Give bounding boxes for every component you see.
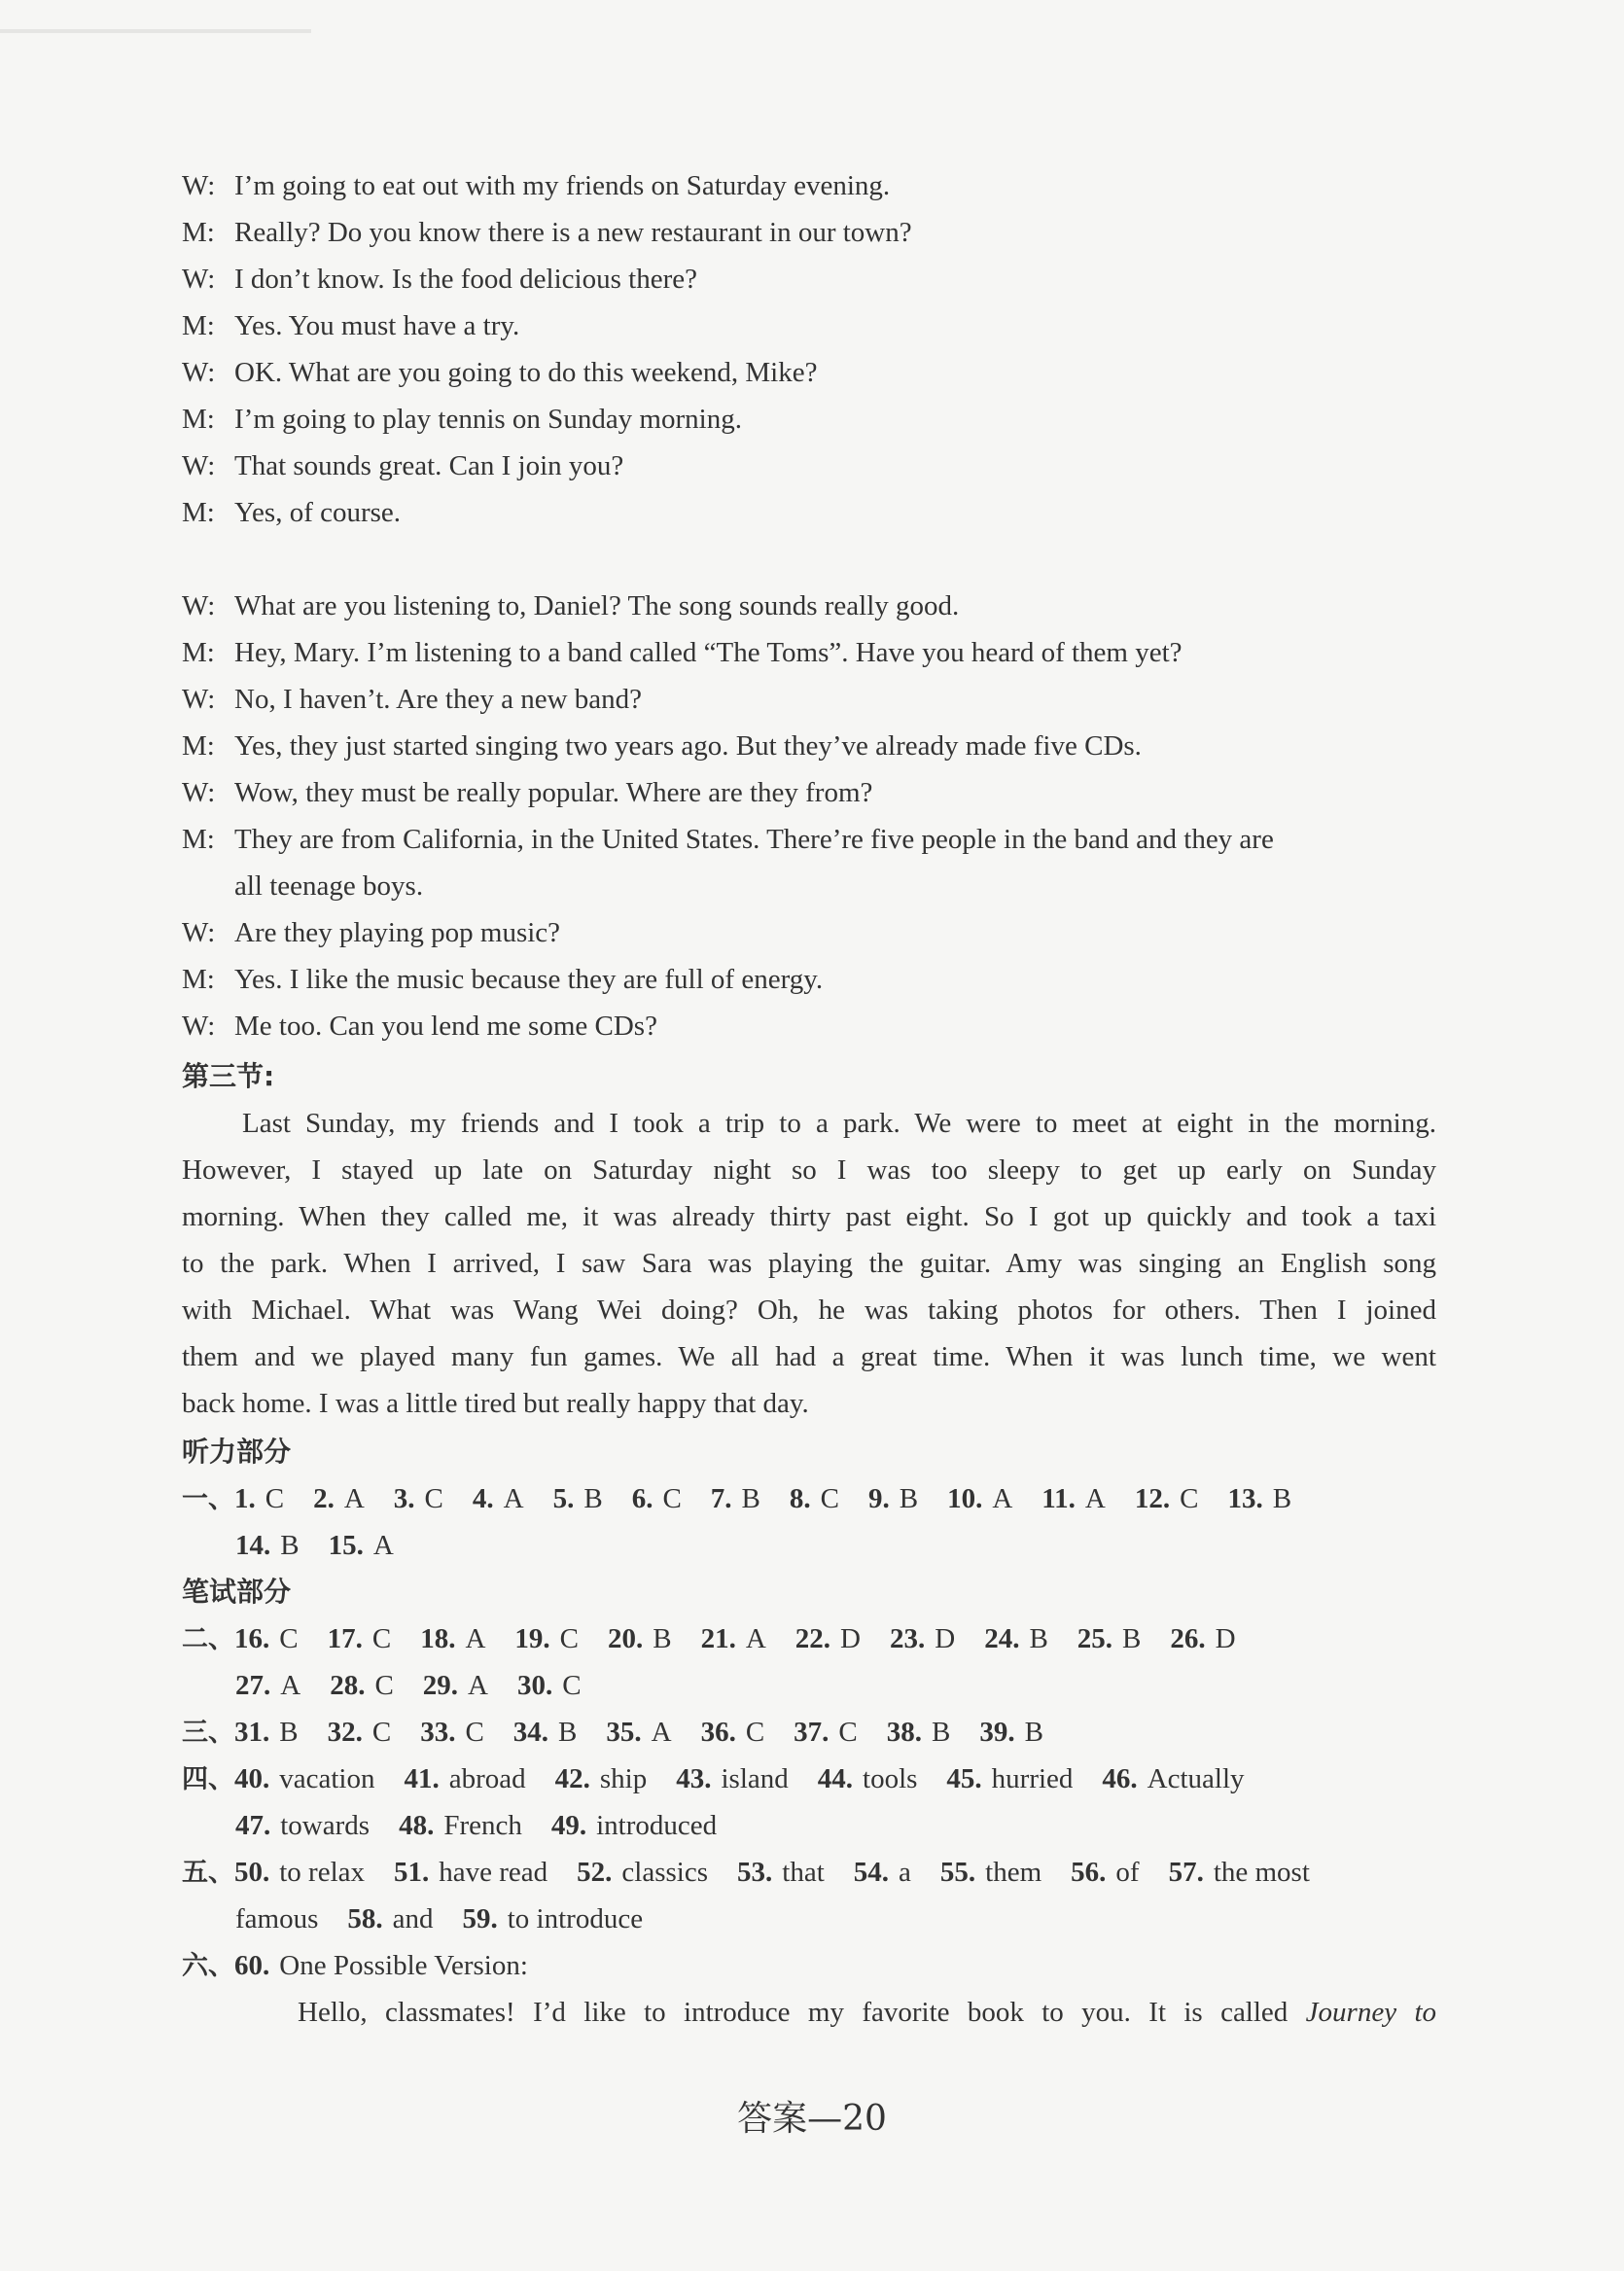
answer-value: towards (280, 1810, 371, 1841)
question-number: 2. (313, 1483, 335, 1514)
answer-item (701, 1713, 765, 1752)
answer-item (517, 1666, 582, 1705)
part3-row1 (182, 1713, 1436, 1753)
answer-item (711, 1479, 760, 1518)
passage-line: them and we played many fun games. We all had a great time. When it was lunch time, we went (182, 1341, 1436, 1372)
dialog-line (182, 306, 1436, 345)
answer-value: abroad (448, 1763, 526, 1794)
part4-row1 (182, 1759, 1436, 1799)
part5-continued-word: famous (235, 1903, 319, 1934)
dialog-line (182, 1007, 1436, 1046)
answer-item (701, 1619, 766, 1658)
part2-row1 (182, 1619, 1436, 1659)
speaker-label: M: (182, 497, 215, 528)
dialog-text: That sounds great. Can I join you? (234, 450, 624, 481)
speaker-label: W: (182, 590, 216, 621)
question-number: 53. (737, 1857, 773, 1888)
question-number: 48. (399, 1810, 435, 1841)
answer-item (234, 1759, 374, 1798)
answer-item (551, 1806, 717, 1845)
answer-item (394, 1853, 547, 1892)
question-number: 10. (947, 1483, 983, 1514)
question-number: 30. (517, 1670, 553, 1701)
dialog-line (182, 586, 1436, 625)
answer-value: C (371, 1623, 392, 1654)
speaker-label: M: (182, 637, 215, 668)
answer-value: C (371, 1717, 392, 1748)
answer-value: A (280, 1670, 301, 1701)
question-number: 43. (676, 1763, 712, 1794)
speaker-label: M: (182, 730, 215, 762)
dialog-line (182, 446, 1436, 485)
question-number: 37. (794, 1717, 830, 1748)
part1-row2 (235, 1526, 1490, 1565)
passage-line: to the park. When I arrived, I saw Sara was playing the guitar. Amy was singing an English song (182, 1248, 1436, 1279)
question-number: 40. (234, 1763, 270, 1794)
part6-label: One Possible Version: (279, 1950, 528, 1981)
answer-item (347, 1899, 433, 1938)
answer-item (394, 1479, 443, 1518)
writing-heading: 笔试部分 (182, 1576, 292, 1608)
answer-item (555, 1759, 648, 1798)
question-number: 49. (550, 1810, 587, 1841)
essay-first-line (298, 1993, 1436, 2032)
answer-item (514, 1619, 579, 1658)
dialog-text: I’m going to play tennis on Sunday morning. (234, 404, 742, 435)
dialog-text: OK. What are you going to do this weekend, Mike? (234, 357, 818, 388)
answer-value: B (899, 1483, 919, 1514)
dialog-line (182, 166, 1436, 205)
question-number: 42. (554, 1763, 590, 1794)
answer-item (234, 1479, 284, 1518)
passage-line: back home. I was a little tired but really happy that day. (182, 1388, 809, 1419)
answer-value: C (424, 1483, 443, 1514)
question-number: 25. (1077, 1623, 1113, 1654)
passage-line: However, I stayed up late on Saturday night so I was too sleepy to get up early on Sunday (182, 1154, 1436, 1186)
question-number: 23. (889, 1623, 926, 1654)
answer-value: French (443, 1810, 522, 1841)
answer-item (790, 1479, 839, 1518)
question-number: 41. (404, 1763, 440, 1794)
answer-value: B (1024, 1717, 1043, 1748)
answer-value: D (1215, 1623, 1236, 1654)
dialog-line (182, 493, 1436, 532)
question-number: 51. (394, 1857, 430, 1888)
essay-book-title: Journey to (1305, 1997, 1436, 2028)
answer-value: classics (621, 1857, 709, 1888)
dialog-text: Yes. You must have a try. (234, 310, 520, 341)
part1-tag: 一、 (182, 1484, 234, 1514)
answer-item (1077, 1619, 1142, 1658)
answer-item (399, 1806, 522, 1845)
answer-value: B (1272, 1483, 1292, 1514)
question-number: 55. (939, 1857, 976, 1888)
answer-value: D (935, 1623, 956, 1654)
answer-item (947, 1479, 1012, 1518)
question-number: 6. (631, 1483, 653, 1514)
question-number: 44. (817, 1763, 854, 1794)
answer-value: A (745, 1623, 766, 1654)
answer-value: C (562, 1670, 582, 1701)
answer-item (979, 1713, 1043, 1752)
answer-value: A (343, 1483, 365, 1514)
answer-value: hurried (991, 1763, 1074, 1794)
dialog-text: Wow, they must be really popular. Where are they from? (234, 777, 873, 808)
answer-value: B (280, 1530, 300, 1561)
part3-tag: 三、 (182, 1718, 234, 1748)
speaker-label: W: (182, 357, 216, 388)
answer-value: C (265, 1483, 285, 1514)
answer-value: A (651, 1717, 672, 1748)
dialog-text: Yes, of course. (234, 497, 402, 528)
dialog-text: all teenage boys. (234, 870, 424, 902)
part1-row1 (182, 1479, 1436, 1519)
speaker-label: W: (182, 170, 216, 201)
part4-row2 (235, 1806, 1490, 1845)
dialog-text: Me too. Can you lend me some CDs? (234, 1011, 657, 1042)
question-number: 7. (710, 1483, 732, 1514)
answer-value: ship (599, 1763, 648, 1794)
answer-value: A (503, 1483, 524, 1514)
answer-value: A (992, 1483, 1013, 1514)
dialog-line (182, 353, 1436, 392)
speaker-label: M: (182, 404, 215, 435)
part5-tag: 五、 (182, 1858, 234, 1888)
question-number: 26. (1170, 1623, 1206, 1654)
answer-item (235, 1806, 370, 1845)
speaker-label: W: (182, 777, 216, 808)
dialog-text: Yes, they just started singing two years ago. But they’ve already made five CDs. (234, 730, 1142, 762)
dialog-text: I’m going to eat out with my friends on Saturday evening. (234, 170, 891, 201)
answer-item (890, 1619, 955, 1658)
answer-item (313, 1479, 365, 1518)
dialog-line (182, 773, 1436, 812)
dialog-text: Really? Do you know there is a new restaurant in our town? (234, 217, 912, 248)
question-number: 1. (234, 1483, 256, 1514)
part5-row1 (182, 1853, 1436, 1893)
question-number: 5. (552, 1483, 575, 1514)
answer-item (1227, 1479, 1291, 1518)
answer-value: A (1084, 1483, 1106, 1514)
answer-value: tools (863, 1763, 918, 1794)
question-number: 54. (853, 1857, 890, 1888)
answer-value: B (583, 1483, 603, 1514)
answer-value: C (559, 1623, 579, 1654)
dialog-line (182, 260, 1436, 299)
answer-value: C (838, 1717, 858, 1748)
answer-value: introduced (596, 1810, 718, 1841)
speaker-label: W: (182, 917, 216, 948)
answer-item (420, 1619, 485, 1658)
answer-item (606, 1713, 671, 1752)
answer-item (946, 1759, 1073, 1798)
answer-item (577, 1853, 708, 1892)
dialog-line (182, 727, 1436, 765)
part6-number: 60. (234, 1950, 270, 1981)
question-number: 15. (328, 1530, 364, 1561)
dialog-line (182, 913, 1436, 952)
passage-line: morning. When they called me, it was already thirty past eight. So I got up quickly and took a taxi (182, 1201, 1436, 1232)
answer-item (1135, 1479, 1199, 1518)
dialog-text: Hey, Mary. I’m listening to a band called “The Toms”. Have you heard of them yet? (234, 637, 1183, 668)
question-number: 19. (514, 1623, 550, 1654)
answer-item (404, 1759, 525, 1798)
question-number: 38. (886, 1717, 923, 1748)
answer-item (676, 1759, 789, 1798)
dialog-text: I don’t know. Is the food delicious there? (234, 264, 697, 295)
answer-value: C (465, 1717, 484, 1748)
dialog-line (182, 820, 1436, 859)
answer-value: the most (1213, 1857, 1310, 1888)
question-number: 33. (420, 1717, 456, 1748)
dialog-text: Yes. I like the music because they are full of energy. (234, 964, 824, 995)
part2-row2 (235, 1666, 1490, 1705)
part6-tag: 六、 (182, 1951, 234, 1981)
answer-value: B (558, 1717, 578, 1748)
essay-text: Hello, classmates! I’d like to introduce my favorite book to you. It is called (298, 1997, 1306, 2028)
answer-item (794, 1713, 858, 1752)
answer-item (1170, 1619, 1235, 1658)
answer-item (795, 1619, 861, 1658)
answer-item (608, 1619, 672, 1658)
part4-tag: 四、 (182, 1764, 234, 1794)
speaker-label: M: (182, 310, 215, 341)
answer-item (854, 1853, 911, 1892)
question-number: 27. (235, 1670, 271, 1701)
answer-value: to relax (279, 1857, 366, 1888)
question-number: 12. (1134, 1483, 1171, 1514)
answer-item (235, 1526, 300, 1565)
answer-item (234, 1713, 299, 1752)
answer-value: B (932, 1717, 951, 1748)
question-number: 46. (1102, 1763, 1138, 1794)
question-number: 18. (420, 1623, 456, 1654)
answer-value: B (1122, 1623, 1142, 1654)
answer-item (553, 1479, 603, 1518)
answer-item (1041, 1479, 1106, 1518)
answer-item (328, 1619, 392, 1658)
answer-item (737, 1853, 825, 1892)
question-number: 59. (462, 1903, 498, 1934)
answer-value: B (279, 1717, 299, 1748)
dialog-line (182, 213, 1436, 252)
speaker-label: M: (182, 824, 215, 855)
answer-item (330, 1666, 394, 1705)
answer-value: C (374, 1670, 394, 1701)
answer-value: B (741, 1483, 760, 1514)
question-number: 4. (472, 1483, 494, 1514)
speaker-label: W: (182, 684, 216, 715)
answer-item (868, 1479, 918, 1518)
question-number: 35. (606, 1717, 642, 1748)
answer-item (328, 1713, 392, 1752)
part5-row2 (235, 1899, 1490, 1938)
answer-value: A (372, 1530, 394, 1561)
dialog-text: What are you listening to, Daniel? The song sounds really good. (234, 590, 960, 621)
answer-value: A (468, 1670, 488, 1701)
answer-item (423, 1666, 488, 1705)
part6-row (182, 1946, 1436, 1986)
scan-edge-mark (0, 29, 311, 33)
speaker-label: M: (182, 217, 215, 248)
answer-item (235, 1666, 300, 1705)
answer-item (1169, 1853, 1310, 1892)
answer-value: that (782, 1857, 825, 1888)
answer-item (513, 1713, 578, 1752)
answer-item (984, 1619, 1048, 1658)
answer-value: C (279, 1623, 299, 1654)
question-number: 36. (700, 1717, 736, 1748)
question-number: 14. (235, 1530, 271, 1561)
answer-item (463, 1899, 644, 1938)
answer-item (420, 1713, 484, 1752)
dialog-line (182, 633, 1436, 672)
passage-line: with Michael. What was Wang Wei doing? Oh, he was taking photos for others. Then I joined (182, 1295, 1436, 1326)
page-footer: 答案—20 (737, 2099, 887, 2139)
question-number: 24. (984, 1623, 1020, 1654)
answer-value: C (745, 1717, 765, 1748)
question-number: 57. (1168, 1857, 1204, 1888)
speaker-label: W: (182, 1011, 216, 1042)
answer-item (473, 1479, 524, 1518)
question-number: 50. (234, 1857, 270, 1888)
question-number: 34. (512, 1717, 549, 1748)
question-number: 13. (1227, 1483, 1263, 1514)
answer-value: D (840, 1623, 861, 1654)
answer-value: to introduce (507, 1903, 644, 1934)
question-number: 47. (235, 1810, 271, 1841)
answer-value: island (721, 1763, 789, 1794)
answer-item (632, 1479, 682, 1518)
listening-heading: 听力部分 (182, 1436, 292, 1468)
answer-item (1071, 1853, 1139, 1892)
question-number: 22. (794, 1623, 831, 1654)
answer-value: a (899, 1857, 911, 1888)
question-number: 11. (1041, 1483, 1076, 1514)
dialog-text: They are from California, in the United States. There’re five people in the band and they are (234, 824, 1274, 855)
speaker-label: W: (182, 450, 216, 481)
question-number: 32. (327, 1717, 363, 1748)
question-number: 9. (867, 1483, 890, 1514)
question-number: 28. (330, 1670, 366, 1701)
question-number: 45. (946, 1763, 982, 1794)
question-number: 3. (393, 1483, 415, 1514)
answer-value: C (662, 1483, 682, 1514)
answer-value: A (465, 1623, 486, 1654)
question-number: 52. (577, 1857, 613, 1888)
answer-value: B (1029, 1623, 1048, 1654)
question-number: 39. (979, 1717, 1015, 1748)
dialog-line (182, 680, 1436, 719)
answer-value: C (820, 1483, 839, 1514)
answer-value: Actually (1147, 1763, 1245, 1794)
speaker-label: W: (182, 264, 216, 295)
question-number: 16. (234, 1623, 270, 1654)
answer-value: C (1180, 1483, 1199, 1514)
answer-value: B (653, 1623, 672, 1654)
answer-value: of (1115, 1857, 1140, 1888)
answer-item (1102, 1759, 1244, 1798)
answer-item (234, 1619, 299, 1658)
passage-line: Last Sunday, my friends and I took a trip to a park. We were to meet at eight in the morning. (242, 1108, 1436, 1139)
answer-item (234, 1853, 365, 1892)
answer-value: vacation (279, 1763, 375, 1794)
dialog-text: No, I haven’t. Are they a new band? (234, 684, 643, 715)
question-number: 20. (607, 1623, 644, 1654)
dialog-text: Are they playing pop music? (234, 917, 561, 948)
answer-value: have read (439, 1857, 548, 1888)
dialog-line (182, 867, 1436, 905)
answer-item (940, 1853, 1041, 1892)
answer-value: them (985, 1857, 1042, 1888)
dialog-line (182, 400, 1436, 439)
question-number: 58. (347, 1903, 383, 1934)
answer-item (887, 1713, 951, 1752)
question-number: 31. (234, 1717, 270, 1748)
answer-item (329, 1526, 394, 1565)
dialog-line (182, 960, 1436, 999)
question-number: 21. (700, 1623, 736, 1654)
answer-item (818, 1759, 918, 1798)
question-number: 29. (422, 1670, 459, 1701)
question-number: 17. (327, 1623, 363, 1654)
question-number: 56. (1071, 1857, 1107, 1888)
question-number: 8. (789, 1483, 811, 1514)
part2-tag: 二、 (182, 1624, 234, 1654)
speaker-label: M: (182, 964, 215, 995)
section3-heading: 第三节: (182, 1060, 275, 1092)
answer-value: and (392, 1903, 434, 1934)
